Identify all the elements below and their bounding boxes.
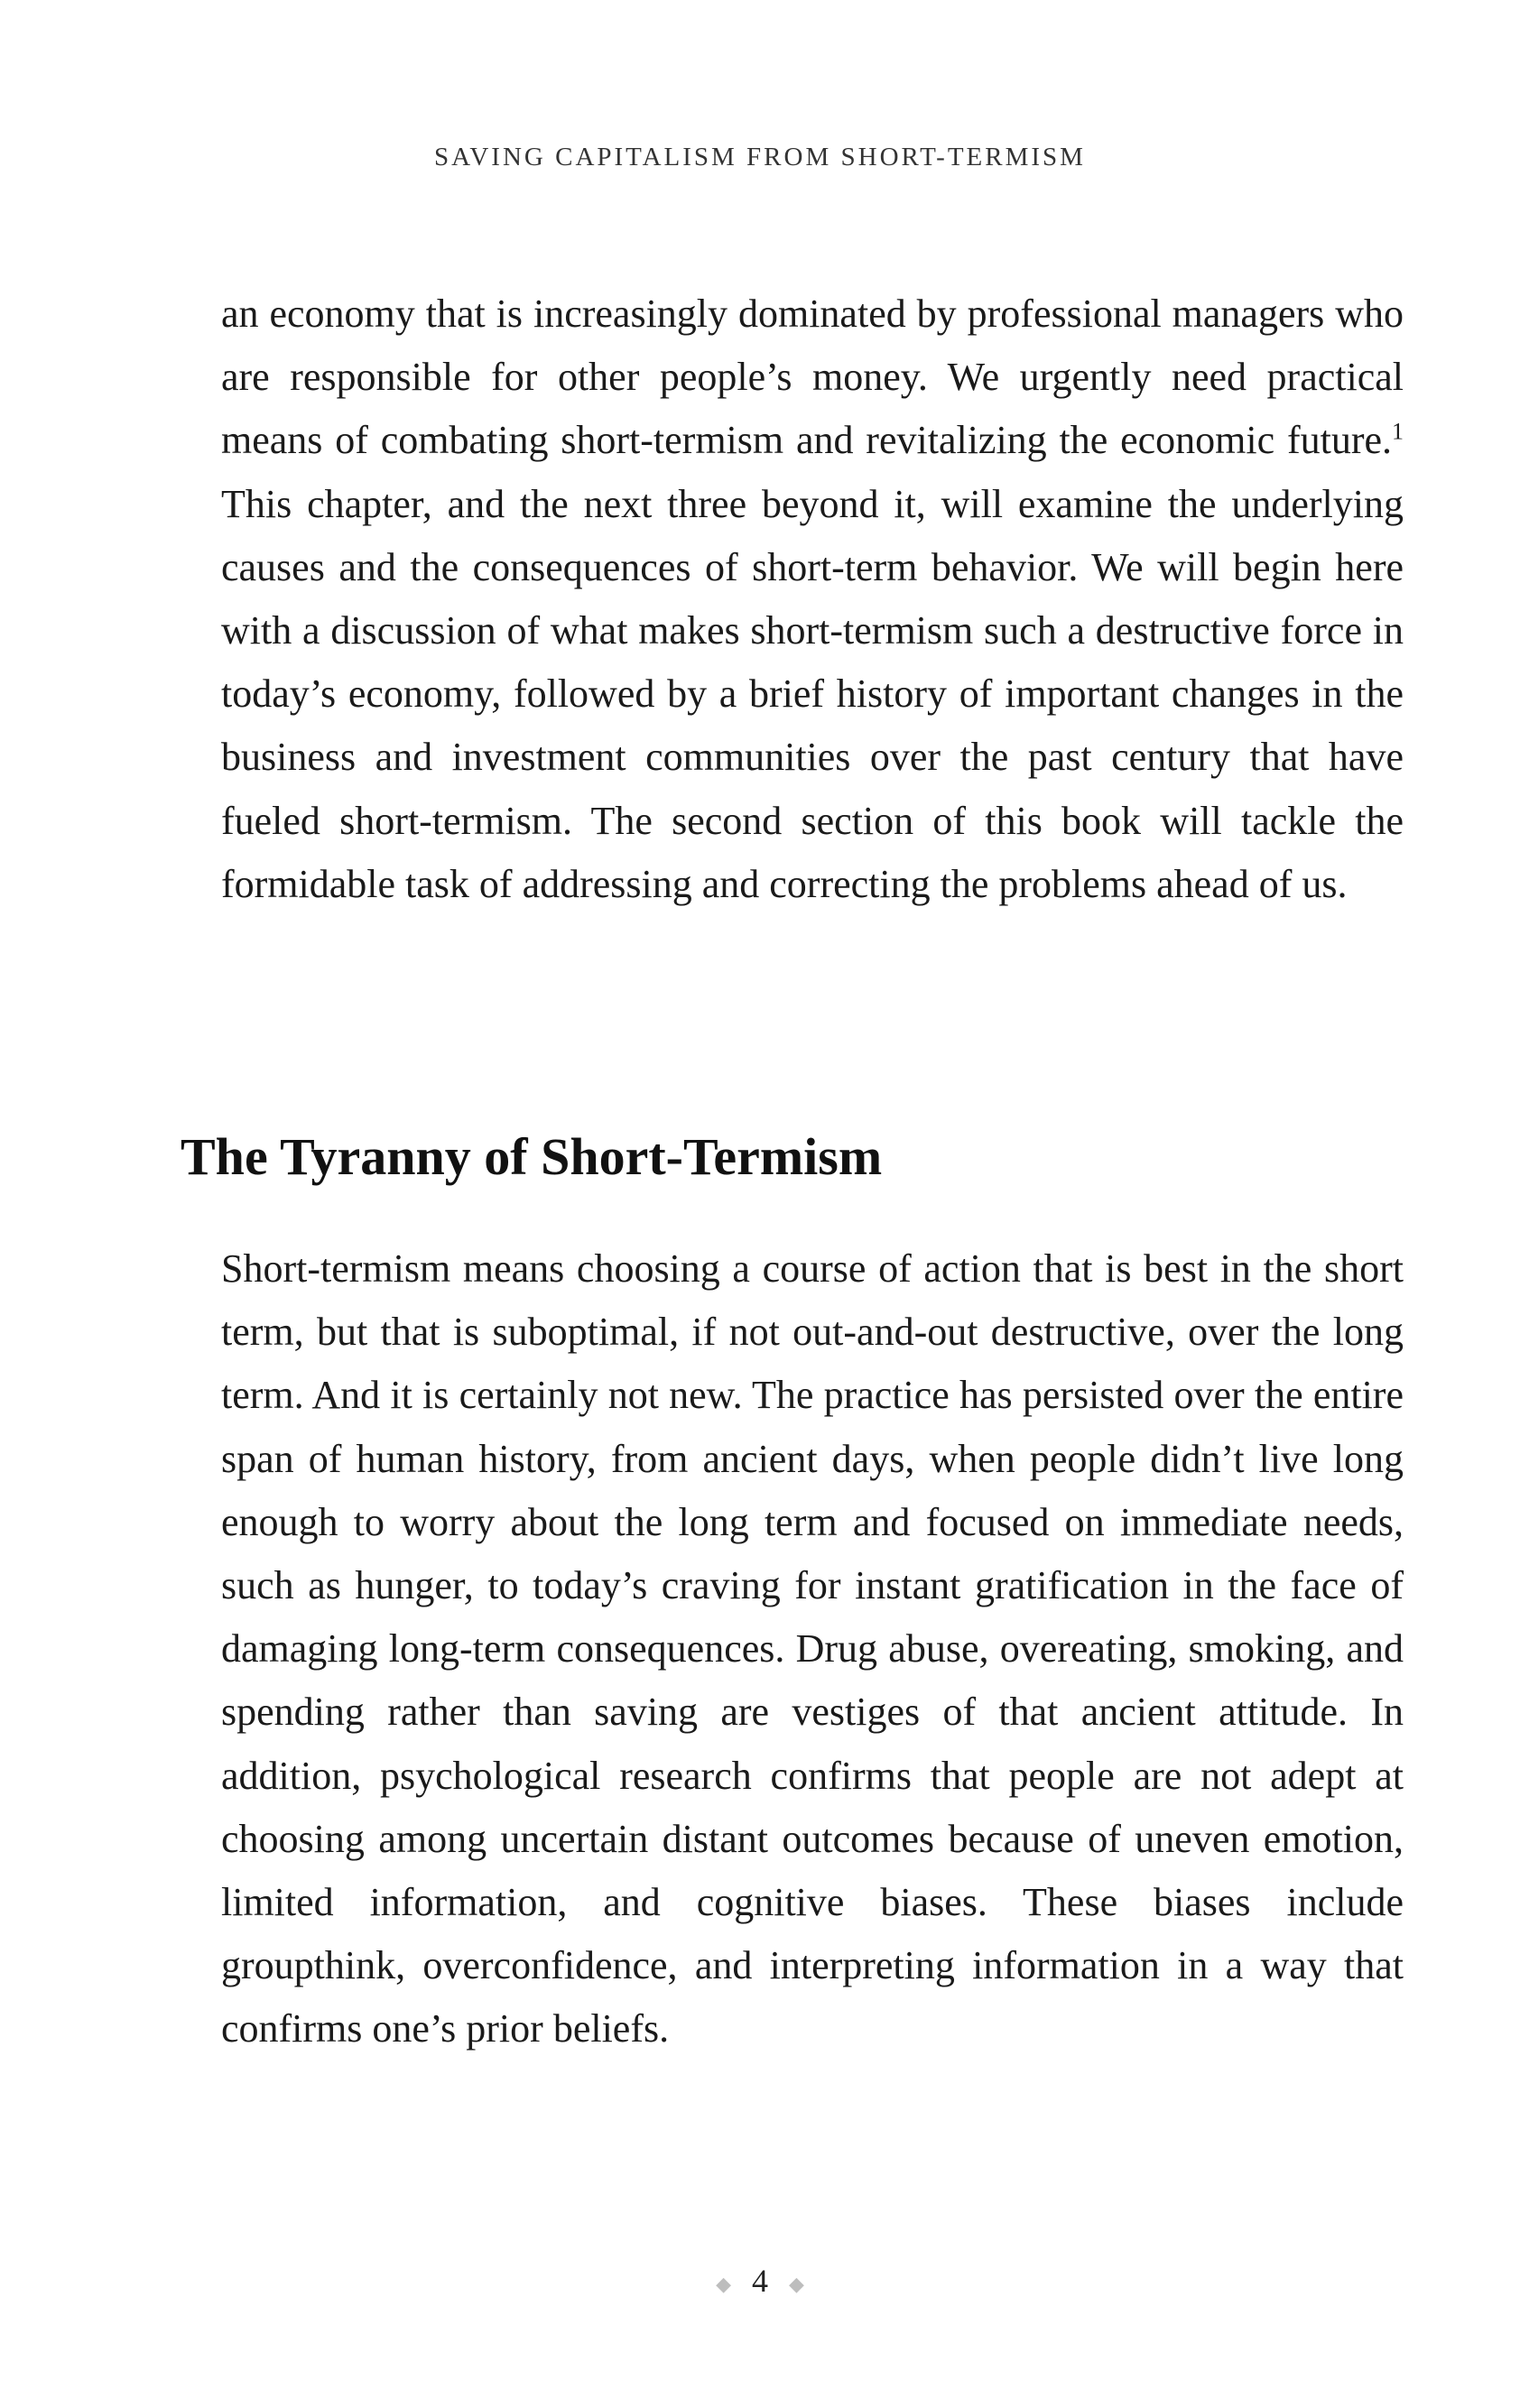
section-heading: The Tyranny of Short-Termism [181,1127,883,1186]
body-paragraph-1 [221,282,1404,916]
paragraph-1-text-a: an economy that is increasingly dominated by professional managers who are responsible for other people’s money. We urgently need practical means of combating short-termism and revitalizing the economic future. [221,292,1404,463]
page-number: 4 [752,2263,768,2299]
folio-ornament-right-icon: ◆ [789,2272,804,2295]
running-head: SAVING CAPITALISM FROM SHORT-TERMISM [434,143,1086,171]
footnote-reference: 1 [1392,418,1404,445]
paragraph-1-text-b: This chapter, and the next three beyond it, will examine the underlying causes and the consequences of short-term behavior. We will begin here with a discussion of what makes short-termism such a destructive force in today’s economy, followed by a brief history of important changes in the business and investment communities over the past century that have fueled short-termism. The second section of this book will tackle the formidable task of addressing and correcting the problems ahead of us. [221,481,1404,906]
page-number-footer [0,2262,1520,2300]
body-paragraph-2: Short-termism means choosing a course of action that is best in the short term, but that is suboptimal, if not out-and-out destructive, over the long term. And it is certainly not new. The practice has persisted over the entire span of human history, from ancient days, when people didn’t live long enough to worry about the long term and focused on immediate needs, such as hunger, to today’s craving for instant gratification in the face of damaging long-term consequences. Drug abuse, overeating, smoking, and spending rather than saving are vestiges of that ancient attitude. In addition, psychological research confirms that people are not adept at choosing among uncertain distant outcomes because of uneven emotion, limited information, and cognitive biases. These biases include groupthink, overconfidence, and interpreting information in a way that confirms one’s prior beliefs. [221,1246,1404,2051]
folio-ornament-left-icon: ◆ [716,2272,731,2295]
